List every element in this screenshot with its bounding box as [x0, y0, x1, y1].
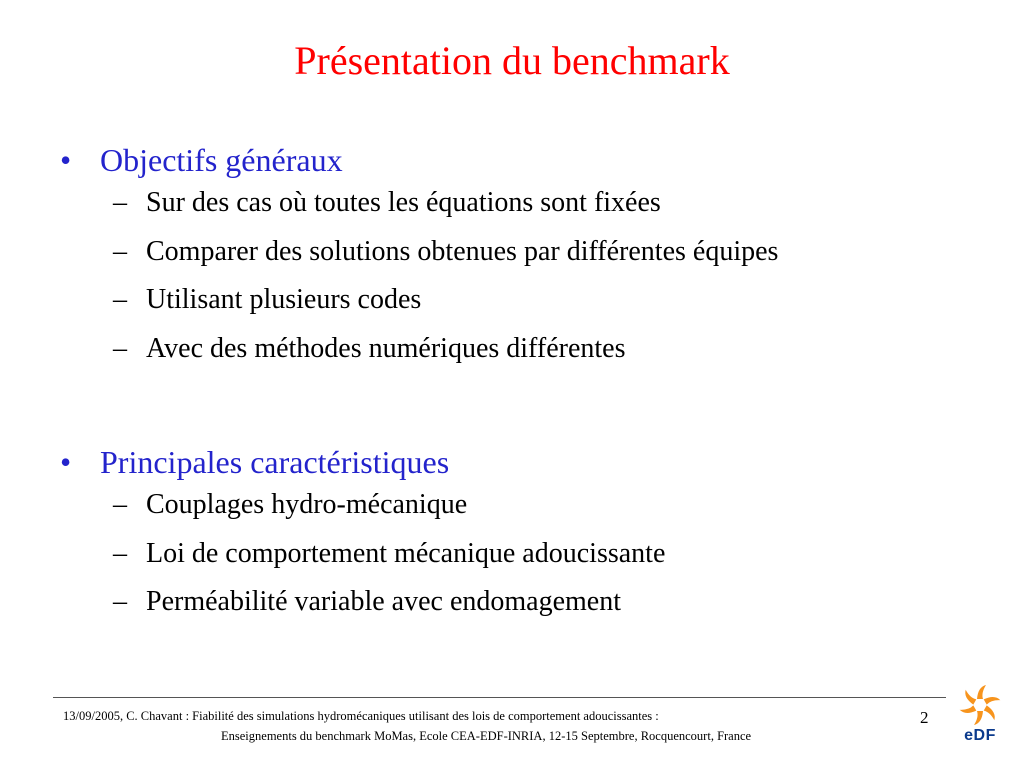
footer-caption — [55, 706, 895, 746]
section-heading — [60, 442, 960, 482]
dash-icon: – — [113, 489, 127, 520]
section-heading — [60, 140, 960, 180]
footer-divider — [53, 697, 946, 698]
dash-icon: – — [113, 537, 127, 569]
footer-line-1: 13/09/2005, C. Chavant : Fiabilité des simulations hydromécaniques utilisant des lois de comportement adoucissantes : — [63, 709, 659, 723]
list-item-text: Comparer des solutions obtenues par différentes équipes — [146, 235, 779, 267]
section-heading-text: Principales caractéristiques — [100, 444, 450, 480]
dash-icon: – — [113, 284, 127, 315]
list-item — [60, 537, 960, 571]
dash-icon: – — [113, 332, 127, 364]
bullet-list — [60, 186, 960, 366]
page-number: 2 — [920, 708, 929, 727]
list-item — [60, 488, 960, 522]
list-item — [60, 186, 960, 220]
dash-icon: – — [113, 586, 127, 617]
list-item-text: Sur des cas où toutes les équations sont fixées — [146, 187, 661, 218]
dash-icon: – — [113, 235, 127, 267]
bullet-icon: • — [60, 444, 72, 480]
section-caracteristiques — [60, 442, 960, 634]
list-item — [60, 585, 960, 619]
list-item-text: Couplages hydro-mécanique — [146, 489, 468, 520]
list-item-text: Avec des méthodes numériques différentes — [146, 332, 626, 364]
edf-logo-text: eDF — [964, 727, 996, 744]
footer-line-2: Enseignements du benchmark MoMas, Ecole CEA-EDF-INRIA, 12-15 Septembre, Rocquencourt, France — [221, 729, 752, 743]
list-item-text: Loi de comportement mécanique adoucissante — [146, 537, 666, 569]
section-heading-text: Objectifs généraux — [100, 142, 343, 178]
bullet-icon: • — [60, 142, 72, 178]
slide-title: Présentation du benchmark — [294, 38, 730, 83]
section-objectifs — [60, 140, 960, 380]
list-item — [60, 283, 960, 317]
list-item-text: Perméabilité variable avec endomagement — [146, 586, 622, 617]
list-item — [60, 235, 960, 269]
edf-sun-icon — [955, 683, 1005, 727]
edf-logo — [955, 683, 1005, 753]
list-item — [60, 332, 960, 366]
bullet-list — [60, 488, 960, 619]
dash-icon: – — [113, 187, 127, 218]
list-item-text: Utilisant plusieurs codes — [146, 284, 422, 315]
